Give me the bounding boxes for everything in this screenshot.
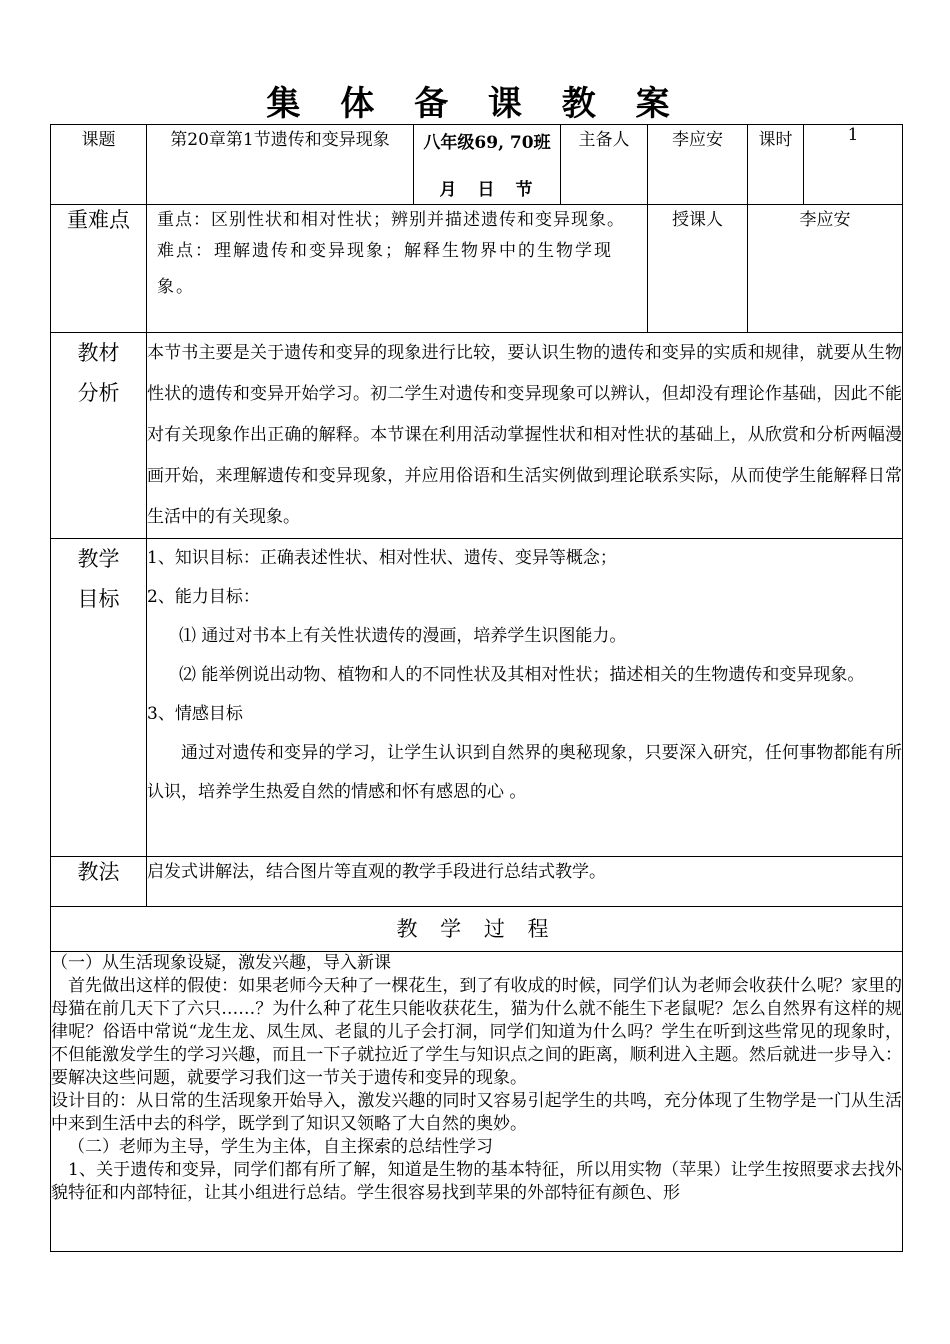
topic-label: 课题 [51,125,147,205]
goal-knowledge: 1、知识目标：正确表述性状、相对性状、遗传、变异等概念； [147,548,617,568]
method-text: 启发式讲解法，结合图片等直观的教学手段进行总结式教学。 [147,857,903,907]
key-points-row [51,205,903,333]
teacher-label: 授课人 [648,205,748,333]
date-label: 月 日 节 [439,180,535,200]
page-title: 集 体 备 课 教 案 [266,84,684,124]
process-design-purpose: 设计目的：从日常的生活现象开始导入，激发兴趣的同时又容易引起学生的共鸣，充分体现了生物学是一门从生活中来到生活中去的科学，既学到了知识又领略了大自然的奥妙。 [51,1091,902,1134]
goals-row [51,539,903,857]
key-point-main: 重点：区别性状和相对性状；辨别并描述遗传和变异现象。 [157,210,625,230]
key-points-content [147,205,648,333]
goals-label [51,539,147,857]
goal-ability-1: ⑴ 通过对书本上有关性状遗传的漫画，培养学生识图能力。 [179,626,627,646]
process-content [51,952,903,1252]
goal-ability: 2、能力目标： [147,587,260,607]
hours-label: 课时 [748,125,804,205]
process-heading: 教 学 过 程 [51,907,903,952]
class-cell [414,125,561,205]
analysis-row [51,333,903,539]
goals-content [147,539,903,857]
method-label: 教法 [51,857,147,907]
goals-label-2: 目标 [77,587,120,611]
hours-value: 1 [804,125,903,205]
analysis-label-1: 教材 [77,341,120,365]
process-section-2: （二）老师为主导，学生为主体，自主探索的总结性学习 [68,1137,493,1157]
analysis-text: 本节书主要是关于遗传和变异的现象进行比较，要认识生物的遗传和变异的实质和规律，就要从生物性状的遗传和变异开始学习。初二学生对遗传和变异现象可以辨认，但却没有理论作基础，因此不能对有关现象作出正确的解释。本节课在利用活动掌握性状和相对性状的基础上，从欣赏和分析两幅漫画开始，来理解遗传和变异现象，并应用俗语和生活实例做到理论联系实际，从而使学生能解释日常生活中的有关现象。 [147,333,903,539]
key-point-difficult: 难点：理解遗传和变异现象；解释生物界中的生物学现象。 [157,241,613,297]
method-row [51,857,903,907]
analysis-label-2: 分析 [77,381,120,405]
lesson-plan-table [50,124,903,1252]
process-intro: 首先做出这样的假使：如果老师今天种了一棵花生，到了有收成的时候，同学们认为老师会收获什么呢？家里的母猫在前几天下了六只……？为什么种了花生只能收获花生，猫为什么就不能生下老鼠呢？怎么自然界有这样的规律呢？俗语中常说“龙生龙、凤生凤、老鼠的儿子会打洞，同学们知道为什么吗？学生在听到这些常见的现象时，不但能激发学生的学习兴趣，而且一下子就拉近了学生与知识点之间的距离，顺利进入主题。然后就进一步导入：要解决这些问题，就要学习我们这一节关于遗传和变异的现象。 [51,976,902,1088]
process-step-1: 1、关于遗传和变异，同学们都有所了解，知道是生物的基本特征，所以用实物（苹果）让学生按照要求去找外貌特征和内部特征，让其小组进行总结。学生很容易找到苹果的外部特征有颜色、形 [51,1160,902,1203]
key-points-label: 重难点 [51,205,147,333]
header-row [51,125,903,205]
goal-emotion-text: 通过对遗传和变异的学习，让学生认识到自然界的奥秘现象，只要深入研究，任何事物都能有所认识，培养学生热爱自然的情感和怀有感恩的心 。 [147,743,902,802]
teacher-value: 李应安 [748,205,903,333]
preparer-value: 李应安 [648,125,748,205]
process-section-1: （一）从生活现象设疑，激发兴趣，导入新课 [51,953,391,973]
process-row [51,952,903,1252]
goals-label-1: 教学 [77,547,120,571]
preparer-label: 主备人 [561,125,648,205]
topic-value: 第20章第1节遗传和变异现象 [147,125,414,205]
analysis-label [51,333,147,539]
class-label: 八年级69, 70班 [423,133,551,153]
goal-emotion: 3、情感目标 [147,704,243,724]
goal-ability-2: ⑵ 能举例说出动物、植物和人的不同性状及其相对性状；描述相关的生物遗传和变异现象。 [179,665,865,685]
process-heading-row [51,907,903,952]
